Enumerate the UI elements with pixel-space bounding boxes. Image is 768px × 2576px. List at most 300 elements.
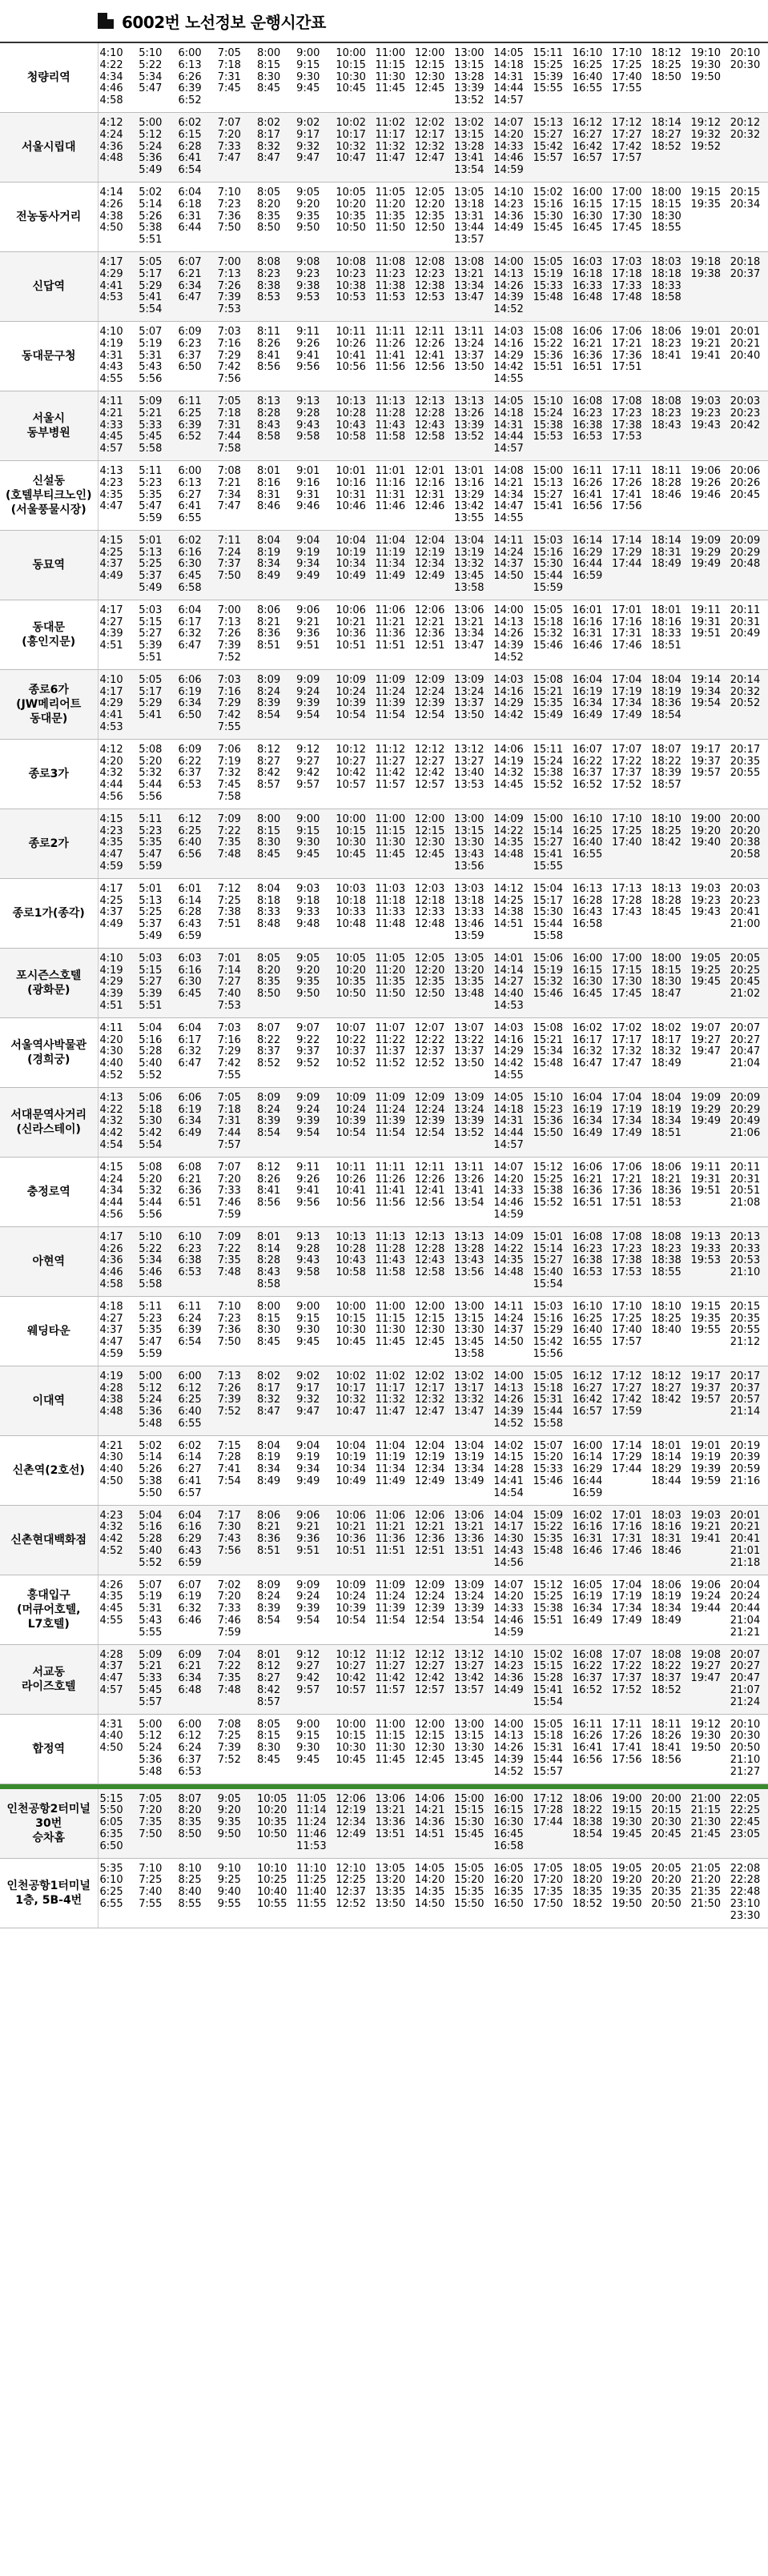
departure-time: 16:04	[572, 1091, 603, 1104]
time-cell	[532, 530, 571, 600]
departure-time: 6:41	[178, 1475, 202, 1488]
departure-time: 10:00	[336, 1718, 366, 1731]
departure-time: 20:03	[730, 882, 761, 895]
departure-time: 12:09	[414, 673, 445, 686]
departure-time: 6:50	[178, 709, 202, 722]
departure-time: 11:24	[375, 1103, 406, 1116]
departure-time: 9:17	[296, 128, 320, 141]
departure-time: 22:25	[730, 1804, 761, 1817]
departure-time: 8:55	[178, 1897, 202, 1910]
departure-time: 11:36	[375, 628, 406, 640]
time-cell	[532, 391, 571, 460]
time-cell	[334, 809, 373, 878]
departure-time: 13:27	[454, 755, 485, 768]
departure-time: 16:12	[572, 1370, 603, 1382]
time-cell	[295, 1157, 334, 1226]
departure-time: 13:37	[454, 697, 485, 710]
departure-time: 20:30	[730, 58, 761, 71]
departure-time: 6:11	[178, 1300, 202, 1313]
departure-time: 11:23	[375, 267, 406, 280]
time-cell	[255, 948, 295, 1017]
departure-time: 12:49	[414, 1475, 445, 1488]
departure-time: 7:33	[217, 1603, 241, 1615]
time-cell	[255, 1789, 295, 1858]
departure-time: 4:31	[99, 349, 123, 362]
departure-time: 12:49	[414, 570, 445, 583]
departure-time: 17:34	[612, 1603, 642, 1615]
time-cell	[452, 460, 492, 530]
time-cell	[295, 669, 334, 739]
time-cell	[610, 1296, 649, 1366]
departure-time: 13:15	[454, 128, 485, 141]
departure-time: 11:09	[375, 1091, 406, 1104]
stop-name-line: 서교동	[32, 1665, 66, 1679]
departure-time: 9:06	[296, 604, 320, 616]
time-cell	[374, 112, 413, 182]
departure-time: 11:56	[375, 1197, 406, 1210]
departure-time: 4:47	[99, 1336, 123, 1349]
departure-time: 14:21	[414, 1804, 445, 1817]
departure-time: 12:54	[414, 1615, 445, 1627]
departure-time: 20:49	[730, 1115, 761, 1128]
departure-time: 18:49	[651, 1615, 682, 1627]
departure-time: 20:42	[730, 419, 761, 431]
departure-time: 8:49	[256, 1475, 281, 1488]
departure-time: 20:35	[730, 755, 761, 768]
departure-time: 13:18	[454, 894, 485, 907]
departure-time: 17:41	[612, 1742, 642, 1755]
departure-time: 15:15	[454, 1804, 485, 1817]
departure-time: 9:34	[296, 1463, 320, 1476]
departure-time: 15:08	[533, 673, 564, 686]
departure-time: 4:53	[99, 291, 123, 304]
departure-time: 6:45	[178, 988, 202, 1001]
departure-time: 15:58	[533, 1417, 564, 1430]
departure-time: 21:02	[730, 988, 761, 1001]
time-cell	[98, 460, 137, 530]
departure-time: 5:34	[139, 1254, 163, 1267]
time-cell	[176, 1505, 215, 1575]
departure-time: 4:48	[99, 152, 123, 165]
departure-time: 4:22	[99, 58, 123, 71]
departure-time: 10:05	[336, 952, 366, 965]
departure-time: 13:41	[454, 1185, 485, 1198]
departure-time: 10:04	[336, 534, 366, 547]
departure-time: 7:34	[217, 488, 241, 501]
departure-time: 14:13	[493, 267, 524, 280]
departure-time: 16:25	[572, 825, 603, 837]
departure-time: 8:45	[256, 1754, 281, 1767]
time-cell	[295, 182, 334, 251]
departure-time: 4:26	[99, 1242, 123, 1255]
departure-time: 6:35	[99, 1828, 123, 1840]
departure-time: 11:12	[375, 1648, 406, 1661]
departure-time: 11:27	[375, 755, 406, 768]
departure-time: 6:47	[178, 640, 202, 652]
departure-time: 17:06	[612, 325, 642, 338]
departure-time: 19:35	[690, 198, 721, 211]
departure-time: 17:01	[612, 604, 642, 616]
departure-time: 9:45	[296, 1754, 320, 1767]
time-cell	[334, 112, 373, 182]
departure-time: 12:00	[414, 1300, 445, 1313]
departure-time: 13:21	[454, 616, 485, 628]
departure-time: 5:00	[139, 1370, 163, 1382]
departure-time: 8:11	[256, 325, 281, 338]
departure-time: 15:41	[533, 1684, 564, 1697]
departure-time: 4:30	[99, 1045, 123, 1058]
departure-time: 7:10	[217, 1300, 241, 1313]
departure-time: 16:37	[572, 767, 603, 780]
departure-time: 13:58	[454, 1347, 485, 1360]
time-cell	[532, 878, 571, 948]
departure-time: 15:11	[533, 743, 564, 756]
departure-time: 8:50	[256, 222, 281, 235]
departure-time: 12:57	[414, 779, 445, 792]
departure-time: 13:04	[454, 1439, 485, 1452]
time-cell	[649, 43, 689, 112]
departure-time: 12:00	[414, 47, 445, 59]
departure-time: 21:16	[730, 1475, 761, 1488]
departure-time: 9:02	[296, 1370, 320, 1382]
departure-time: 4:33	[99, 419, 123, 431]
departure-time: 6:37	[178, 349, 202, 362]
departure-time: 8:48	[256, 918, 281, 931]
departure-time: 16:00	[572, 952, 603, 965]
departure-time: 14:24	[493, 1312, 524, 1325]
departure-time: 15:05	[533, 255, 564, 268]
departure-time: 19:08	[690, 1648, 721, 1661]
departure-time: 20:19	[730, 1439, 761, 1452]
departure-time: 14:16	[493, 1033, 524, 1046]
departure-time: 6:04	[178, 1509, 202, 1522]
time-cell	[334, 878, 373, 948]
stop-name-line: 이대역	[32, 1394, 66, 1407]
departure-time: 5:02	[139, 1439, 163, 1452]
departure-time: 14:55	[493, 373, 524, 386]
departure-time: 18:28	[651, 476, 682, 489]
departure-time: 6:53	[178, 1765, 202, 1778]
departure-time: 19:23	[690, 407, 721, 419]
departure-time: 13:45	[454, 1754, 485, 1767]
departure-time: 15:00	[454, 1792, 485, 1805]
departure-time: 7:48	[217, 849, 241, 861]
departure-time: 21:35	[690, 1886, 721, 1899]
departure-time: 8:33	[256, 906, 281, 919]
departure-time: 5:59	[139, 512, 163, 525]
departure-time: 7:37	[217, 558, 241, 571]
departure-time: 7:09	[217, 813, 241, 825]
departure-time: 19:15	[612, 1804, 642, 1817]
departure-time: 19:35	[690, 1312, 721, 1325]
departure-time: 12:00	[414, 1718, 445, 1731]
departure-time: 10:47	[336, 152, 366, 165]
departure-time: 18:39	[651, 767, 682, 780]
departure-time: 14:31	[493, 1115, 524, 1128]
departure-time: 14:27	[493, 976, 524, 989]
departure-time: 6:34	[178, 1115, 202, 1128]
departure-time: 11:43	[375, 1254, 406, 1267]
departure-time: 4:55	[99, 1615, 123, 1627]
departure-time: 6:43	[178, 1545, 202, 1558]
departure-time: 19:50	[612, 1897, 642, 1910]
departure-time: 6:56	[178, 849, 202, 861]
departure-time: 13:22	[454, 1033, 485, 1046]
departure-time: 20:23	[730, 407, 761, 419]
departure-time: 20:35	[651, 1886, 682, 1899]
departure-time: 13:13	[454, 395, 485, 407]
departure-time: 18:08	[651, 1648, 682, 1661]
departure-time: 4:29	[99, 267, 123, 280]
time-cell	[98, 391, 137, 460]
departure-time: 9:42	[296, 767, 320, 780]
departure-time: 19:49	[690, 1115, 721, 1128]
departure-time: 15:24	[533, 755, 564, 768]
departure-time: 12:05	[414, 952, 445, 965]
time-cell	[137, 460, 176, 530]
departure-time: 14:49	[493, 1684, 524, 1697]
departure-time: 11:24	[296, 1816, 327, 1829]
departure-time: 16:11	[572, 1718, 603, 1731]
time-cell	[137, 600, 176, 669]
departure-time: 7:02	[217, 1579, 241, 1591]
stop-name	[0, 1505, 98, 1575]
departure-time: 19:03	[690, 395, 721, 407]
departure-time: 10:26	[336, 337, 366, 350]
departure-time: 14:12	[493, 882, 524, 895]
departure-time: 17:19	[612, 1591, 642, 1603]
time-cell	[295, 460, 334, 530]
stop-name-line: 웨딩타운	[26, 1324, 70, 1338]
departure-time: 13:34	[454, 279, 485, 292]
departure-time: 15:38	[533, 767, 564, 780]
departure-time: 5:10	[139, 47, 163, 59]
departure-time: 7:18	[217, 407, 241, 419]
stop-name-line: 종로1가(종각)	[12, 906, 85, 920]
time-cell	[98, 1858, 137, 1928]
departure-time: 7:56	[217, 373, 241, 386]
time-cell	[649, 600, 689, 669]
departure-time: 14:40	[493, 988, 524, 1001]
departure-time: 19:54	[690, 697, 721, 710]
departure-time: 17:49	[612, 1615, 642, 1627]
departure-time: 18:44	[651, 1475, 682, 1488]
departure-time: 6:46	[178, 1615, 202, 1627]
time-cell	[532, 948, 571, 1017]
time-cell	[690, 460, 729, 530]
stop-row	[0, 1296, 768, 1366]
time-cell	[610, 1435, 649, 1505]
departure-time: 8:47	[256, 152, 281, 165]
time-cell	[690, 1575, 729, 1644]
departure-time: 10:42	[336, 1672, 366, 1685]
departure-time: 11:07	[375, 1021, 406, 1034]
time-cell	[532, 669, 571, 739]
departure-time: 10:45	[336, 1754, 366, 1767]
departure-time: 5:30	[139, 1115, 163, 1128]
departure-time: 11:19	[375, 1451, 406, 1464]
departure-time: 4:17	[99, 604, 123, 616]
departure-time: 7:45	[217, 82, 241, 95]
departure-time: 10:15	[336, 1730, 366, 1743]
stop-row	[0, 530, 768, 600]
departure-time: 11:42	[375, 1672, 406, 1685]
departure-time: 5:39	[139, 988, 163, 1001]
departure-time: 11:51	[375, 640, 406, 652]
departure-time: 13:02	[454, 1370, 485, 1382]
departure-time: 13:50	[375, 1897, 406, 1910]
departure-time: 7:50	[139, 1828, 163, 1840]
time-cell	[137, 1714, 176, 1784]
departure-time: 17:16	[612, 1521, 642, 1534]
departure-time: 15:59	[533, 582, 564, 595]
departure-time: 7:07	[217, 116, 241, 129]
departure-time: 8:15	[256, 825, 281, 837]
departure-time: 12:50	[414, 222, 445, 235]
departure-time: 7:20	[217, 1173, 241, 1186]
departure-time: 11:04	[375, 1439, 406, 1452]
departure-time: 6:39	[178, 1324, 202, 1337]
departure-time: 5:01	[139, 882, 163, 895]
time-cell	[334, 1157, 373, 1226]
time-cell	[492, 878, 531, 948]
departure-time: 11:15	[375, 825, 406, 837]
time-cell	[649, 391, 689, 460]
departure-time: 13:00	[454, 47, 485, 59]
departure-time: 7:58	[217, 443, 241, 455]
departure-time: 5:07	[139, 1579, 163, 1591]
time-cell	[452, 1858, 492, 1928]
departure-time: 7:58	[217, 791, 241, 804]
departure-time: 7:50	[217, 570, 241, 583]
departure-time: 6:11	[178, 395, 202, 407]
departure-time: 9:12	[296, 743, 320, 756]
departure-time: 5:47	[139, 1336, 163, 1349]
departure-time: 17:36	[612, 1185, 642, 1198]
departure-time: 5:35	[139, 488, 163, 501]
time-cell	[176, 391, 215, 460]
departure-time: 13:41	[454, 152, 485, 165]
departure-time: 18:19	[651, 685, 682, 698]
departure-time: 15:05	[533, 604, 564, 616]
departure-time: 19:51	[690, 1185, 721, 1198]
time-cell	[610, 460, 649, 530]
departure-time: 8:09	[256, 1579, 281, 1591]
departure-time: 7:09	[217, 1230, 241, 1243]
time-cell	[413, 1789, 452, 1858]
departure-time: 15:45	[454, 1828, 485, 1840]
departure-time: 7:16	[217, 685, 241, 698]
departure-time: 14:51	[414, 1828, 445, 1840]
departure-time: 5:45	[139, 1684, 163, 1697]
departure-time: 18:38	[651, 1254, 682, 1267]
departure-time: 6:04	[178, 1021, 202, 1034]
departure-time: 14:09	[493, 1230, 524, 1243]
departure-time: 9:30	[296, 837, 320, 849]
time-cell	[216, 1505, 255, 1575]
departure-time: 19:06	[690, 464, 721, 477]
departure-time: 11:54	[375, 1127, 406, 1140]
departure-time: 18:14	[651, 534, 682, 547]
stop-row	[0, 251, 768, 321]
time-cell	[452, 739, 492, 809]
departure-time: 20:32	[730, 128, 761, 141]
departure-time: 20:41	[730, 1533, 761, 1546]
departure-time: 19:32	[690, 128, 721, 141]
time-cell	[137, 1644, 176, 1714]
departure-time: 13:51	[454, 1545, 485, 1558]
stop-name	[0, 739, 98, 809]
departure-time: 18:58	[651, 291, 682, 304]
stop-name	[0, 1366, 98, 1435]
time-cell	[334, 391, 373, 460]
departure-time: 6:55	[99, 1897, 123, 1910]
departure-time: 9:19	[296, 546, 320, 559]
departure-time: 15:01	[533, 1230, 564, 1243]
time-cell	[729, 1858, 768, 1928]
departure-time: 5:49	[139, 930, 163, 942]
departure-time: 6:34	[178, 279, 202, 292]
departure-time: 12:00	[414, 813, 445, 825]
departure-time: 8:27	[256, 1672, 281, 1685]
departure-time: 16:56	[572, 1754, 603, 1767]
departure-time: 18:14	[651, 1451, 682, 1464]
departure-time: 5:08	[139, 743, 163, 756]
departure-time: 12:17	[414, 128, 445, 141]
departure-time: 14:35	[493, 837, 524, 849]
departure-time: 14:07	[493, 116, 524, 129]
departure-time: 8:40	[178, 1886, 202, 1899]
departure-time: 16:28	[572, 894, 603, 907]
time-cell	[610, 1017, 649, 1087]
departure-time: 12:35	[414, 210, 445, 223]
departure-time: 21:14	[730, 1406, 761, 1418]
departure-time: 10:48	[336, 918, 366, 931]
departure-time: 11:32	[375, 1394, 406, 1406]
departure-time: 13:16	[454, 476, 485, 489]
time-cell	[649, 1366, 689, 1435]
time-cell	[571, 1575, 610, 1644]
time-cell	[295, 1296, 334, 1366]
departure-time: 17:50	[533, 1897, 564, 1910]
departure-time: 6:08	[178, 1161, 202, 1174]
departure-time: 13:47	[454, 640, 485, 652]
departure-time: 14:10	[493, 186, 524, 199]
departure-time: 14:03	[493, 1021, 524, 1034]
time-cell	[255, 1575, 295, 1644]
departure-time: 11:03	[375, 882, 406, 895]
departure-time: 19:57	[690, 1394, 721, 1406]
departure-time: 4:34	[99, 70, 123, 83]
departure-time: 20:40	[730, 349, 761, 362]
departure-time: 13:13	[454, 1230, 485, 1243]
departure-time: 9:26	[296, 337, 320, 350]
departure-time: 14:00	[493, 1718, 524, 1731]
departure-time: 5:16	[139, 1033, 163, 1046]
departure-time: 4:59	[99, 861, 123, 873]
departure-time: 6:07	[178, 255, 202, 268]
departure-time: 15:46	[533, 988, 564, 1001]
time-cell	[98, 1644, 137, 1714]
departure-time: 13:20	[375, 1874, 406, 1887]
departure-time: 8:30	[256, 70, 281, 83]
departure-time: 15:13	[533, 116, 564, 129]
departure-time: 5:59	[139, 1347, 163, 1360]
departure-time: 14:00	[493, 604, 524, 616]
departure-time: 7:29	[217, 349, 241, 362]
time-cell	[610, 391, 649, 460]
departure-time: 7:04	[217, 1648, 241, 1661]
